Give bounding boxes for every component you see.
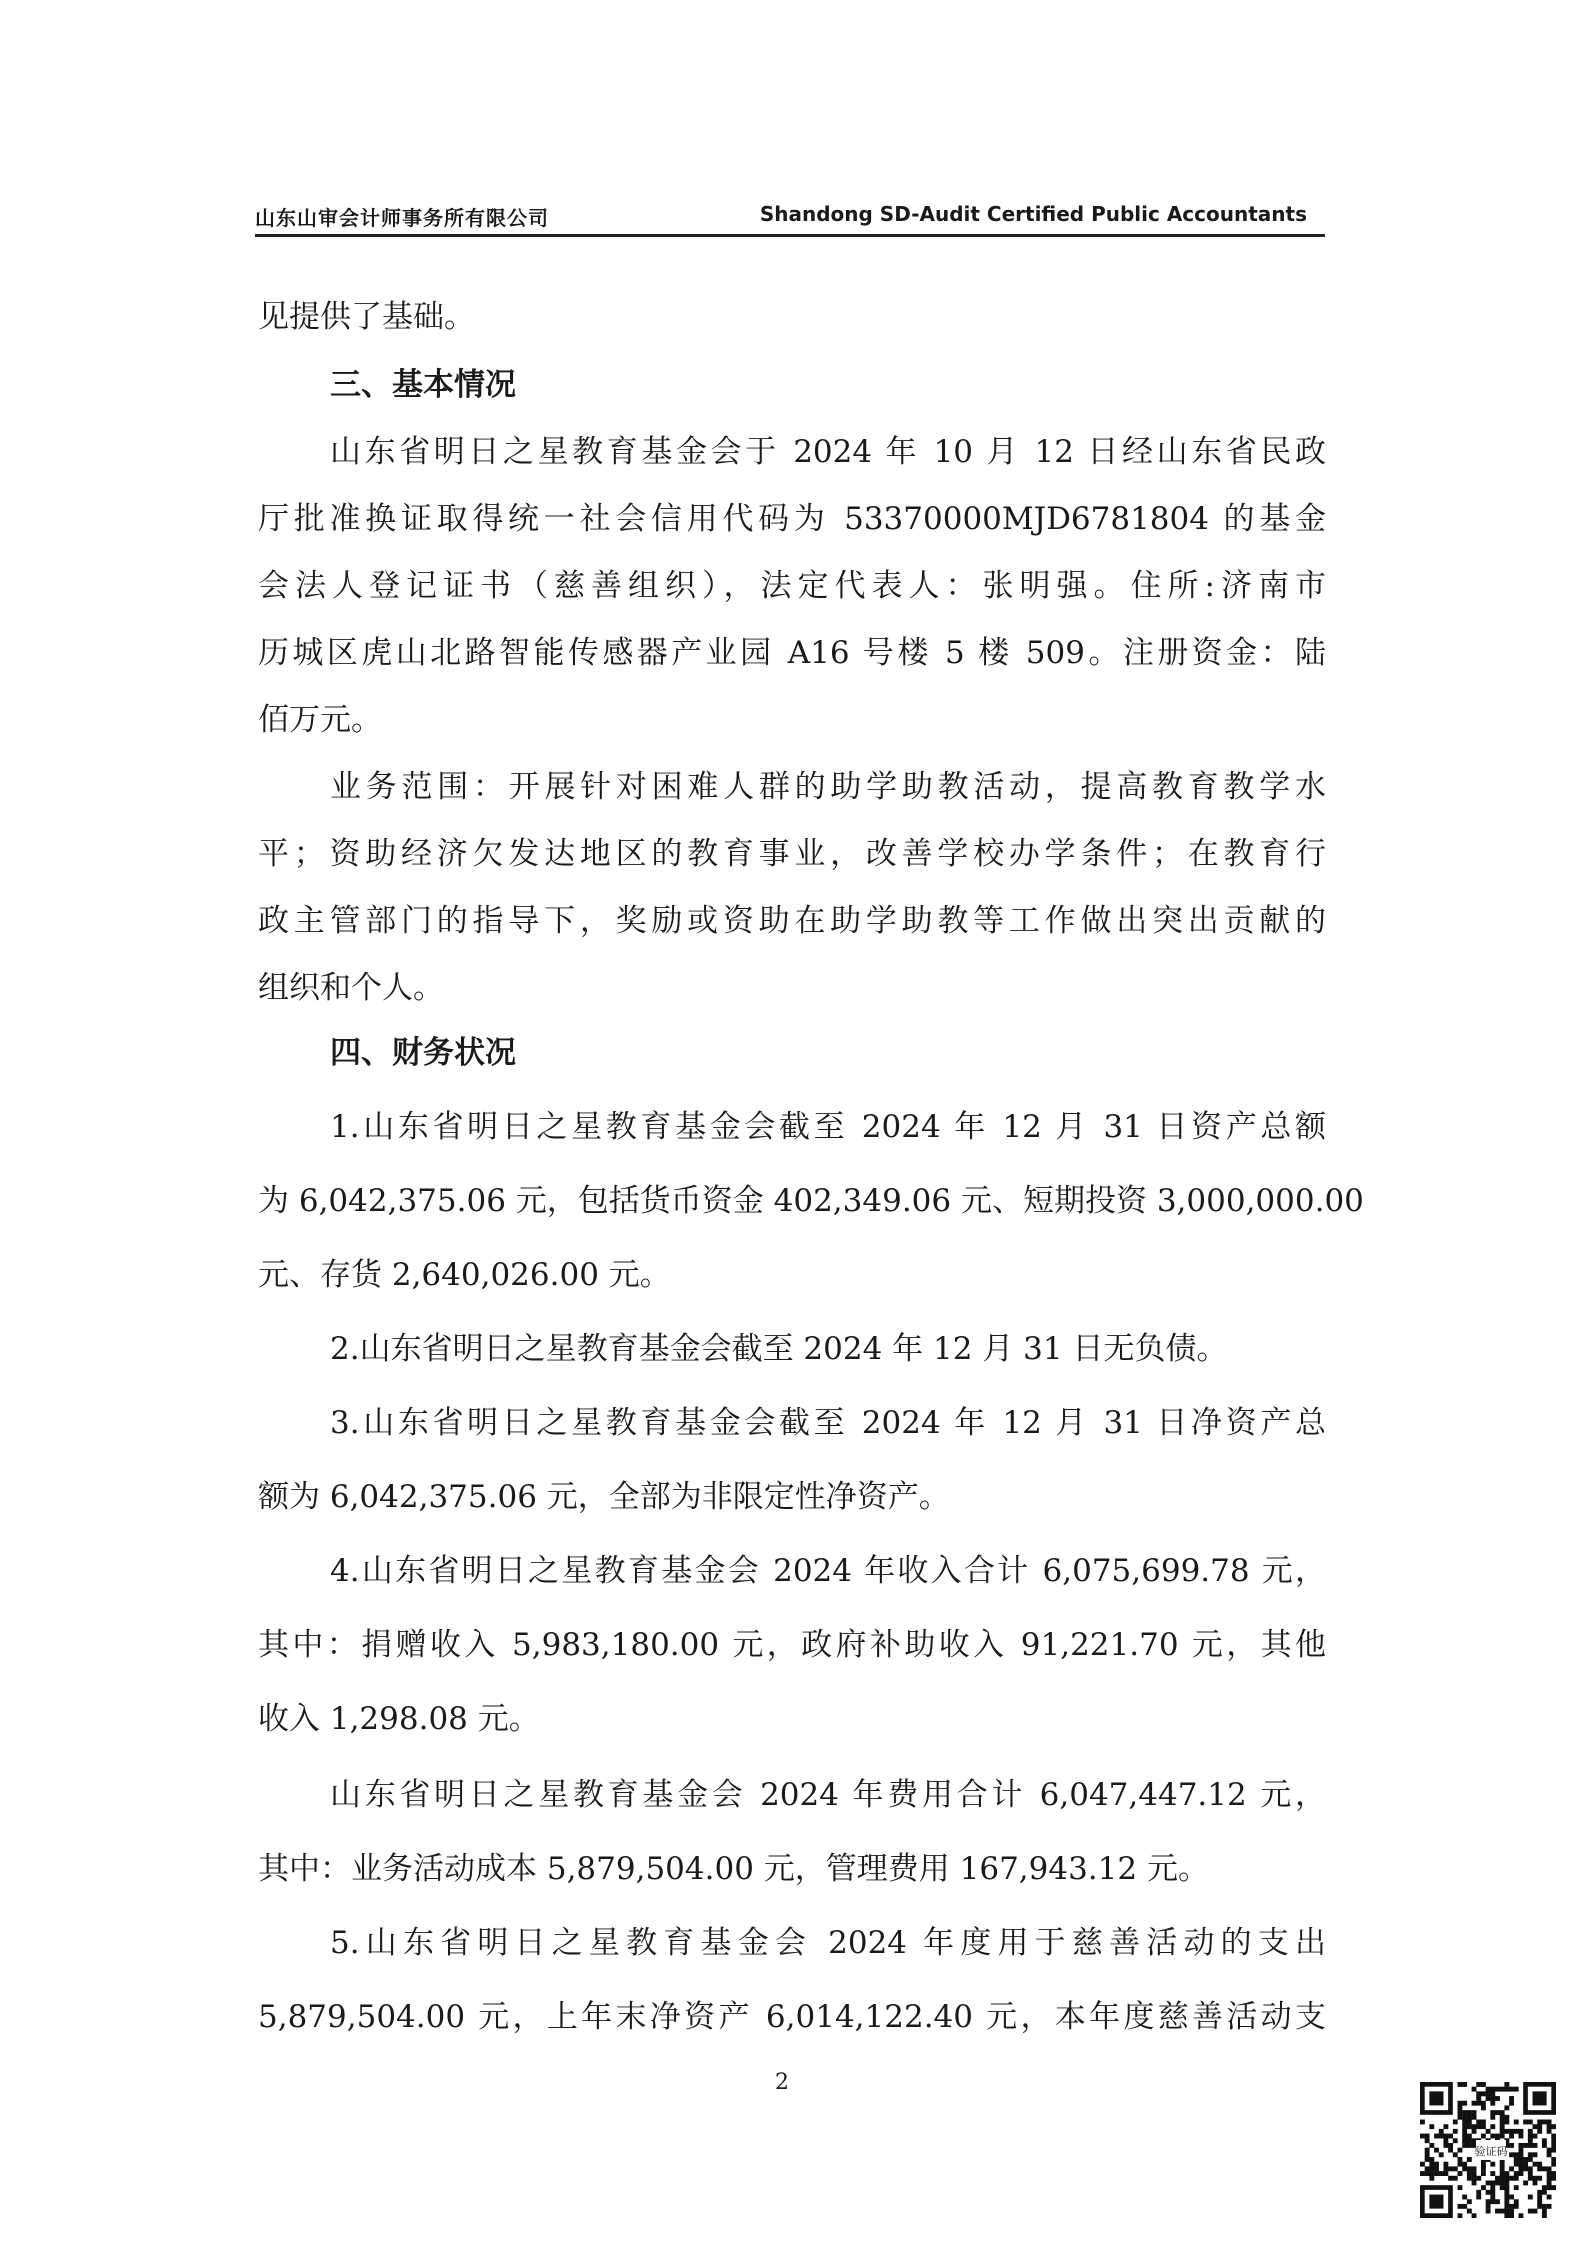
paragraph-line: 4.山东省明日之星教育基金会 2024 年收入合计 6,075,699.78 元， (330, 1553, 1326, 1589)
paragraph-line: 山东省明日之星教育基金会 2024 年费用合计 6,047,447.12 元， (330, 1777, 1326, 1813)
paragraph-line: 5.山东省明日之星教育基金会 2024 年度用于慈善活动的支出 (330, 1925, 1326, 1961)
qr-center-label: 验证码 (1474, 2145, 1508, 2158)
paragraph-line: 2.山东省明日之星教育基金会截至 2024 年 12 月 31 日无负债。 (330, 1331, 1228, 1367)
paragraph-line: 业务范围：开展针对困难人群的助学助教活动，提高教育教学水 (330, 769, 1326, 805)
page-header (255, 200, 1325, 237)
paragraph-line: 收入 1,298.08 元。 (258, 1701, 540, 1737)
paragraph-line: 历城区虎山北路智能传感器产业园 A16 号楼 5 楼 509。注册资金：陆 (258, 635, 1326, 671)
paragraph-line: 山东省明日之星教育基金会于 2024 年 10 月 12 日经山东省民政 (330, 434, 1326, 470)
paragraph-line: 厅批准换证取得统一社会信用代码为 53370000MJD6781804 的基金 (258, 501, 1326, 537)
firm-name-cn: 山东山审会计师事务所有限公司 (255, 206, 549, 230)
paragraph-line: 1.山东省明日之星教育基金会截至 2024 年 12 月 31 日资产总额 (330, 1109, 1326, 1145)
section-heading-basic-info: 三、基本情况 (330, 367, 516, 403)
paragraph-line: 平；资助经济欠发达地区的教育事业，改善学校办学条件；在教育行 (258, 836, 1326, 872)
paragraph-line: 佰万元。 (258, 702, 382, 738)
paragraph-line: 会法人登记证书（慈善组织），法定代表人：张明强。住所:济南市 (258, 568, 1326, 604)
paragraph-line: 5,879,504.00 元，上年末净资产 6,014,122.40 元，本年度慈善活动支 (258, 1999, 1326, 2035)
paragraph-line: 额为 6,042,375.06 元，全部为非限定性净资产。 (258, 1479, 950, 1515)
qr-code-icon (1420, 2082, 1556, 2218)
paragraph-line: 组织和个人。 (258, 970, 444, 1006)
paragraph-line: 政主管部门的指导下，奖励或资助在助学助教等工作做出突出贡献的 (258, 903, 1326, 939)
paragraph-line: 其中：捐赠收入 5,983,180.00 元，政府补助收入 91,221.70 元，其他 (258, 1627, 1326, 1663)
paragraph-line: 见提供了基础。 (258, 299, 475, 335)
paragraph-line: 其中：业务活动成本 5,879,504.00 元，管理费用 167,943.12 元。 (258, 1851, 1209, 1887)
paragraph-line: 元、存货 2,640,026.00 元。 (258, 1257, 671, 1293)
paragraph-line: 3.山东省明日之星教育基金会截至 2024 年 12 月 31 日净资产总 (330, 1405, 1326, 1441)
paragraph-line: 为 6,042,375.06 元，包括货币资金 402,349.06 元、短期投资 3,000,000.00 (258, 1183, 1364, 1219)
page-number: 2 (775, 2070, 789, 2095)
section-heading-financial-status: 四、财务状况 (330, 1035, 516, 1071)
verification-qr-code[interactable] (1420, 2082, 1556, 2218)
firm-name-en: Shandong SD-Audit Certified Public Accountants (759, 202, 1307, 226)
